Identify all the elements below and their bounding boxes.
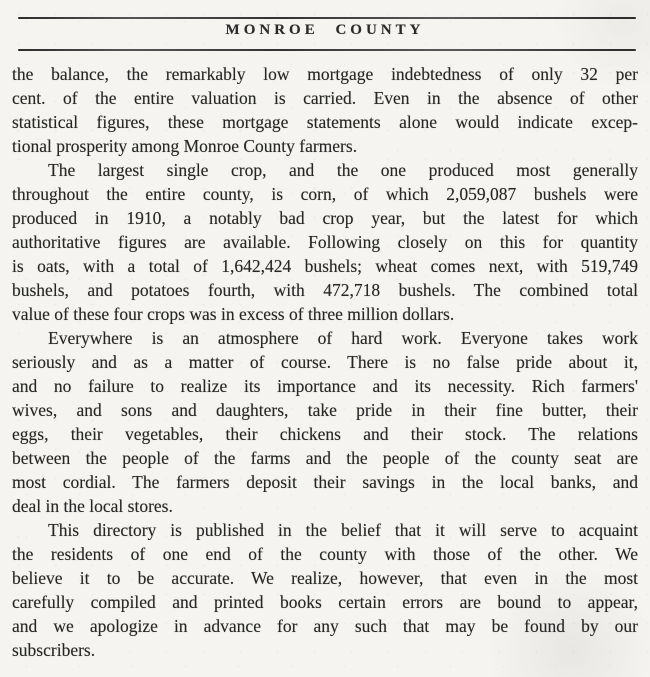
text-line: throughout the entire county, is corn, of which 2,059,087 bushels were	[12, 184, 638, 204]
text-line: believe it to be accurate. We realize, however, that even in the most	[12, 568, 638, 588]
text-line: tional prosperity among Monroe County farmers.	[12, 136, 358, 156]
text-line: eggs, their vegetables, their chickens and their stock. The relations	[12, 424, 638, 444]
text-line: deal in the local stores.	[12, 496, 173, 516]
text-line: wives, and sons and daughters, take pride in their fine butter, their	[12, 400, 638, 420]
header-rule-bottom	[18, 49, 636, 51]
text-line: authoritative figures are available. Following closely on this for quantity	[12, 232, 638, 252]
text-line: and we apologize in advance for any such that may be found by our	[12, 616, 638, 636]
text-line: value of these four crops was in excess of three million dollars.	[12, 304, 455, 324]
text-line: the residents of one end of the county with those of the other. We	[12, 544, 638, 564]
text-line: and no failure to realize its importance and its necessity. Rich farmers'	[12, 376, 638, 396]
text-line: seriously and as a matter of course. There is no false pride about it,	[12, 352, 638, 372]
text-line: between the people of the farms and the people of the county seat are	[12, 448, 638, 468]
page-body	[12, 62, 638, 662]
text-line: cent. of the entire valuation is carried. Even in the absence of other	[12, 88, 638, 108]
text-line: the balance, the remarkably low mortgage indebtedness of only 32 per	[12, 64, 638, 84]
text-line: The largest single crop, and the one produced most generally	[48, 160, 638, 180]
text-line: carefully compiled and printed books certain errors are bound to appear,	[12, 592, 638, 612]
header-rule-top	[18, 17, 636, 19]
text-line: is oats, with a total of 1,642,424 bushels; wheat comes next, with 519,749	[12, 256, 638, 276]
text-line: bushels, and potatoes fourth, with 472,718 bushels. The combined total	[12, 280, 638, 300]
page-title: MONROE COUNTY	[225, 22, 425, 38]
text-line: statistical figures, these mortgage statements alone would indicate excep-	[12, 112, 638, 132]
text-line: produced in 1910, a notably bad crop year, but the latest for which	[12, 208, 638, 228]
text-line: subscribers.	[12, 640, 96, 660]
text-line: most cordial. The farmers deposit their savings in the local banks, and	[12, 472, 638, 492]
text-line: This directory is published in the belief that it will serve to acquaint	[48, 520, 638, 540]
text-line: Everywhere is an atmosphere of hard work. Everyone takes work	[48, 328, 638, 348]
